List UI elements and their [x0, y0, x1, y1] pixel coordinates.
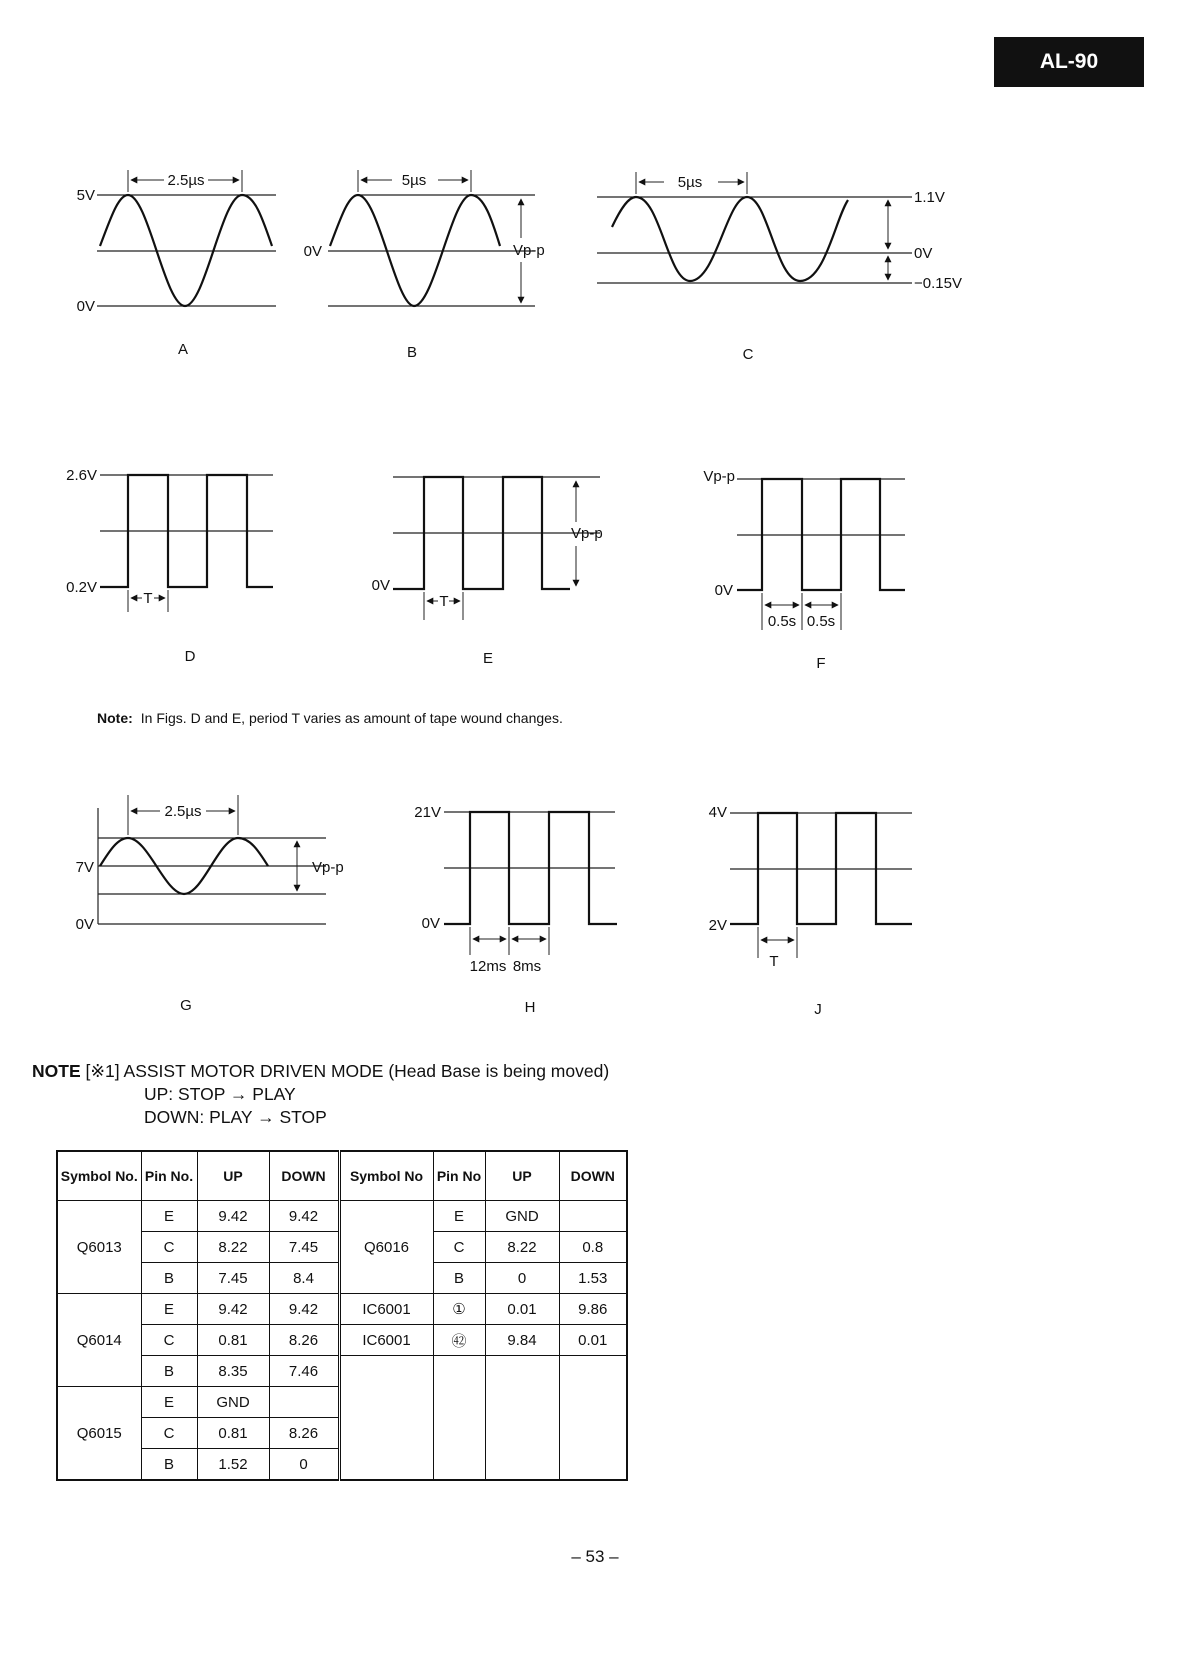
label-j-period: T [769, 953, 779, 970]
down-cell: 8.26 [269, 1325, 339, 1356]
pin-cell: ① [433, 1294, 485, 1325]
up-cell: GND [197, 1387, 269, 1418]
sine-signal [612, 197, 848, 281]
caption-e: E [482, 650, 494, 667]
up-cell: GND [485, 1201, 559, 1232]
header-up-2: UP [485, 1151, 559, 1201]
label-f-t2: 0.5s [806, 613, 836, 630]
table-header-row [57, 1151, 627, 1201]
up-cell: 1.52 [197, 1449, 269, 1481]
down-cell: 9.86 [559, 1294, 627, 1325]
label-f-low: 0V [714, 582, 733, 599]
pin-cell: C [141, 1232, 197, 1263]
mode-note-down: DOWN: PLAY → STOP [144, 1107, 327, 1127]
pin-cell: ㊷ [433, 1325, 485, 1356]
waveform-h [414, 804, 617, 1016]
label-d-low: 0.2V [66, 579, 97, 596]
mode-note-label: NOTE [32, 1061, 81, 1081]
mode-note-title: ASSIST MOTOR DRIVEN MODE (Head Base is being moved) [123, 1061, 610, 1081]
pin-cell: B [433, 1263, 485, 1294]
pin-cell: E [141, 1387, 197, 1418]
label-c-high: 1.1V [914, 189, 945, 206]
label-b-period: 5µs [401, 172, 427, 189]
label-j-low: 2V [708, 917, 727, 934]
label-h-t2: 8ms [512, 958, 542, 975]
header-pin-2: Pin No [433, 1151, 485, 1201]
symbol-cell: Q6015 [57, 1387, 141, 1481]
empty-cell [433, 1356, 485, 1481]
pin-cell: B [141, 1449, 197, 1481]
symbol-cell: Q6013 [57, 1201, 141, 1294]
model-tag: AL-90 [994, 37, 1144, 87]
header-symbol-2: Symbol No [339, 1151, 433, 1201]
up-cell: 0.01 [485, 1294, 559, 1325]
symbol-cell: Q6014 [57, 1294, 141, 1387]
pin-cell: B [141, 1263, 197, 1294]
up-cell: 0.81 [197, 1418, 269, 1449]
figure-note [97, 710, 563, 726]
label-e-period: T [439, 593, 449, 610]
header-pin: Pin No. [141, 1151, 197, 1201]
up-cell: 8.22 [197, 1232, 269, 1263]
label-f-high: Vp-p [703, 468, 735, 485]
pin-cell: C [141, 1325, 197, 1356]
waveform-a [77, 170, 276, 358]
symbol-cell: Q6016 [339, 1201, 433, 1294]
table-row [57, 1294, 627, 1325]
label-h-t1: 12ms [469, 958, 507, 975]
label-c-period: 5µs [677, 174, 703, 191]
empty-cell [339, 1356, 433, 1481]
label-a-low: 0V [76, 298, 95, 315]
down-cell: 0.8 [559, 1232, 627, 1263]
header-up: UP [197, 1151, 269, 1201]
symbol-cell: IC6001 [339, 1294, 433, 1325]
up-cell: 8.22 [485, 1232, 559, 1263]
caption-g: G [180, 997, 192, 1014]
assist-motor-note [32, 1060, 609, 1129]
down-cell: 9.42 [269, 1201, 339, 1232]
waveform-j [709, 804, 912, 1018]
down-cell [559, 1201, 627, 1232]
down-cell: 7.45 [269, 1232, 339, 1263]
down-cell: 0 [269, 1449, 339, 1481]
up-cell: 8.35 [197, 1356, 269, 1387]
label-d-high: 2.6V [66, 467, 97, 484]
label-a-period: 2.5µs [167, 172, 205, 189]
caption-d: D [184, 648, 196, 665]
down-cell: 0.01 [559, 1325, 627, 1356]
down-cell [269, 1387, 339, 1418]
down-cell: 8.4 [269, 1263, 339, 1294]
waveform-d [66, 467, 273, 665]
waveform-g [76, 795, 344, 1014]
up-cell: 9.84 [485, 1325, 559, 1356]
label-g-level: 7V [75, 859, 94, 876]
up-cell: 0 [485, 1263, 559, 1294]
caption-h: H [524, 999, 536, 1016]
up-cell: 9.42 [197, 1201, 269, 1232]
pin-cell: C [141, 1418, 197, 1449]
label-j-high: 4V [708, 804, 727, 821]
up-cell: 7.45 [197, 1263, 269, 1294]
page-number: – 53 – [571, 1547, 619, 1566]
label-g-period: 2.5µs [164, 803, 202, 820]
waveform-c [597, 172, 962, 363]
caption-c: C [742, 346, 754, 363]
caption-a: A [177, 341, 189, 358]
header-down: DOWN [269, 1151, 339, 1201]
empty-cell [485, 1356, 559, 1481]
caption-b: B [406, 344, 418, 361]
waveform-f [703, 468, 905, 672]
caption-f: F [816, 655, 826, 672]
note-text: In Figs. D and E, period T varies as amount of tape wound changes. [140, 710, 563, 726]
label-b-amplitude: Vp-p [513, 242, 545, 259]
pin-cell: E [141, 1294, 197, 1325]
note-label: Note: [97, 710, 133, 726]
waveform-b [304, 170, 545, 361]
mode-note-ref: [※1] [85, 1061, 120, 1081]
label-c-mid: 0V [914, 245, 933, 262]
mode-note-up: UP: STOP → PLAY [144, 1084, 296, 1104]
label-g-low: 0V [75, 916, 94, 933]
waveform-e [372, 477, 603, 667]
pin-cell: C [433, 1232, 485, 1263]
label-e-amplitude: Vp-p [571, 525, 603, 542]
down-cell: 7.46 [269, 1356, 339, 1387]
table-row [57, 1201, 627, 1232]
header-down-2: DOWN [559, 1151, 627, 1201]
up-cell: 9.42 [197, 1294, 269, 1325]
label-d-period: T [143, 590, 153, 607]
label-h-high: 21V [414, 804, 441, 821]
voltage-table [56, 1150, 628, 1481]
down-cell: 1.53 [559, 1263, 627, 1294]
header-symbol: Symbol No. [57, 1151, 141, 1201]
label-h-low: 0V [421, 915, 440, 932]
table-row [57, 1325, 627, 1356]
down-cell: 8.26 [269, 1418, 339, 1449]
label-f-t1: 0.5s [767, 613, 797, 630]
label-e-low: 0V [371, 577, 390, 594]
pin-cell: B [141, 1356, 197, 1387]
label-c-low: −0.15V [914, 275, 962, 292]
pin-cell: E [141, 1201, 197, 1232]
up-cell: 0.81 [197, 1325, 269, 1356]
empty-cell [559, 1356, 627, 1481]
symbol-cell: IC6001 [339, 1325, 433, 1356]
table-row [57, 1356, 627, 1387]
label-a-high: 5V [76, 187, 95, 204]
down-cell: 9.42 [269, 1294, 339, 1325]
label-g-amplitude: Vp-p [312, 859, 344, 876]
caption-j: J [814, 1001, 822, 1018]
pin-cell: E [433, 1201, 485, 1232]
label-b-baseline: 0V [303, 243, 322, 260]
